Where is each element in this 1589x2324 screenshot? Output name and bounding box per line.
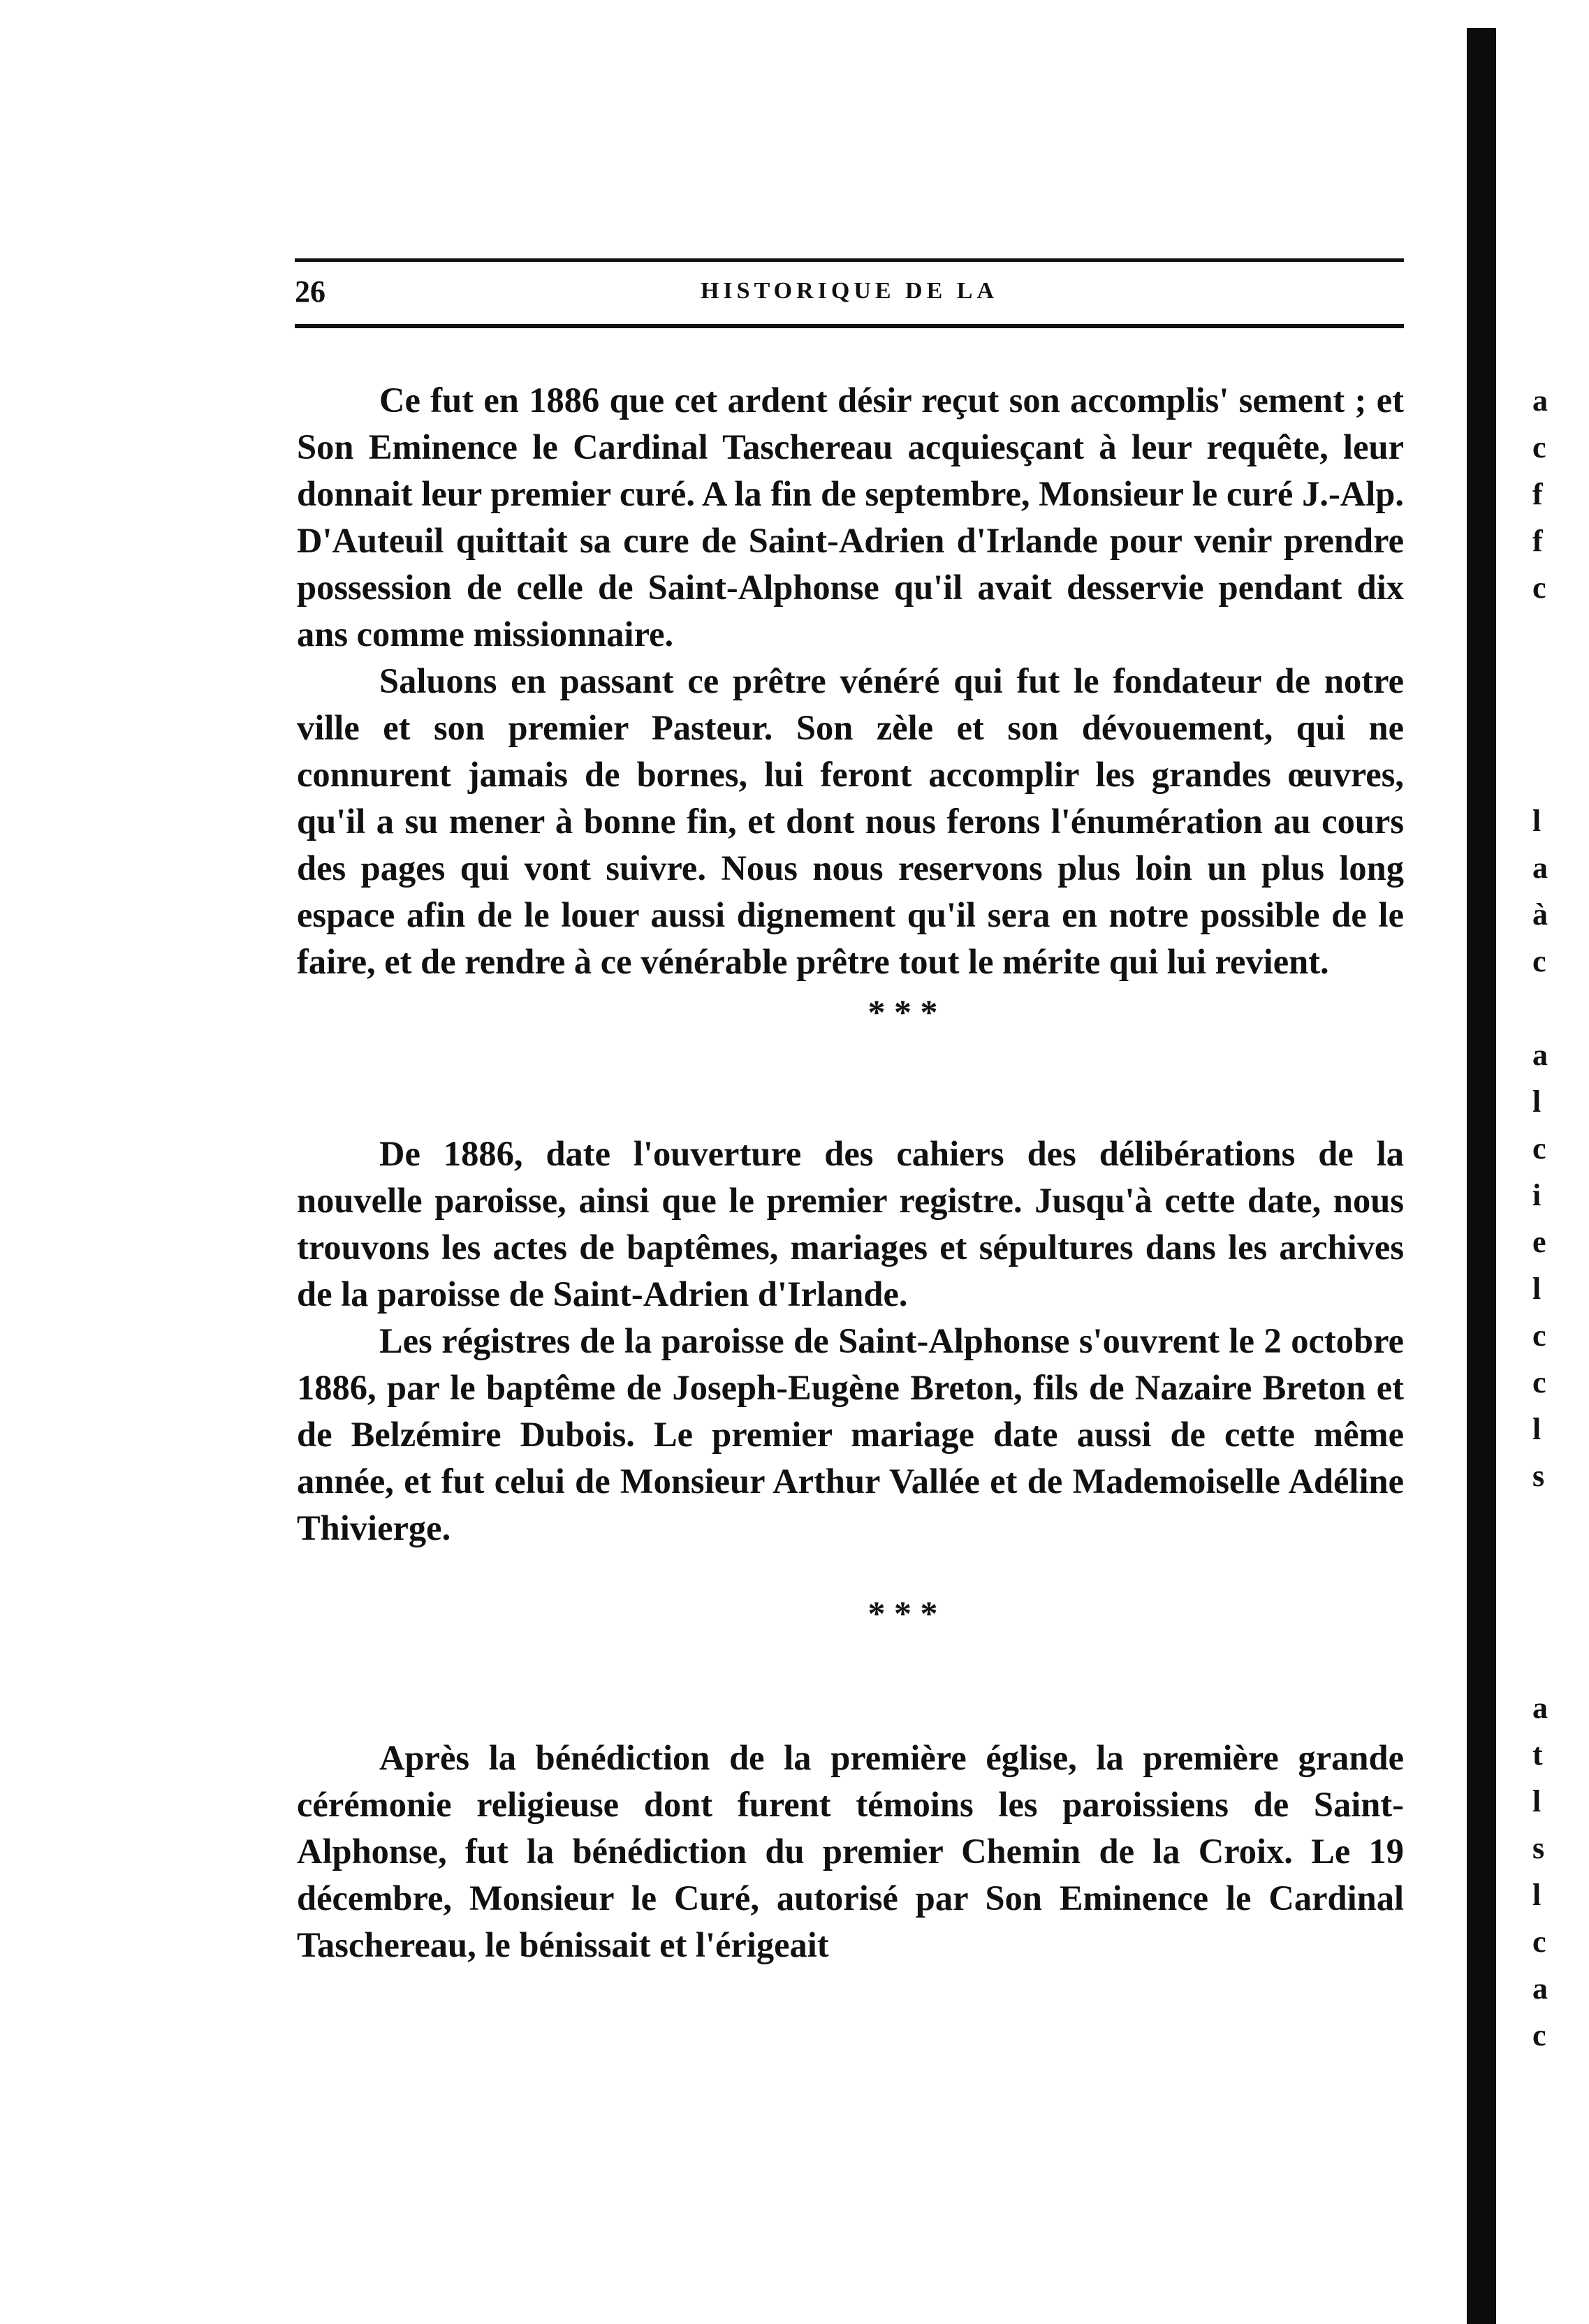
margin-letter: a (1532, 1971, 1548, 2006)
page-header (295, 258, 1404, 335)
margin-letter: c (1532, 1131, 1546, 1165)
header-top-rule (295, 258, 1404, 262)
asterism-1: * * * (867, 992, 938, 1031)
margin-letter: c (1532, 2018, 1546, 2052)
margin-letter: c (1532, 944, 1546, 978)
margin-letter: f (1532, 524, 1543, 558)
asterism-2: * * * (867, 1594, 938, 1633)
book-binding-edge (1467, 28, 1496, 2324)
margin-letter: c (1532, 430, 1546, 464)
margin-letter: l (1532, 804, 1542, 838)
margin-letter: c (1532, 1318, 1546, 1353)
paragraph-1: Ce fut en 1886 que cet ardent désir reçut son accomplis' sement ; et Son Eminence le Cardinal Taschereau acquiesçant à leur requête, leur donnait leur premier curé. A la fin de septembre, Monsieur le curé J.-Alp. D'Auteuil quittait sa cure de Saint-Adrien d'Irlande pour venir prendre possession de celle de Saint-Alphonse qu'il avait desservie pendant dix ans comme missionnaire. (297, 381, 1404, 654)
margin-letter: i (1532, 1178, 1542, 1212)
paragraph-4: Les régistres de la paroisse de Saint-Alphonse s'ouvrent le 2 octobre 1886, par le baptême de Joseph-Eugène Breton, fils de Nazaire Breton et de Belzémire Dubois. Le premier mariage date aussi de cette même année, et fut celui de Monsieur Arthur Vallée et de Mademoiselle Adéline Thivierge. (297, 1321, 1404, 1547)
margin-letter: l (1532, 1412, 1542, 1446)
running-head: HISTORIQUE DE LA (700, 278, 999, 304)
margin-letter: à (1532, 897, 1548, 932)
margin-letter: c (1532, 571, 1546, 605)
paragraph-5: Après la bénédiction de la première église, la première grande cérémonie religieuse dont furent témoins les paroissiens de Saint-Alphonse, fut la bénédiction du premier Chemin de la Croix. Le 19 décembre, Monsieur le Curé, autorisé par Son Eminence le Cardinal Taschereau, le bénissait et l'érigeait (297, 1738, 1404, 1964)
margin-letter: l (1532, 1784, 1542, 1818)
margin-letter: f (1532, 477, 1543, 511)
margin-letter: a (1532, 1691, 1548, 1725)
header-bottom-rule (295, 324, 1404, 328)
margin-letter: a (1532, 383, 1548, 418)
margin-letter: c (1532, 1365, 1546, 1399)
facing-page-margin (1532, 0, 1574, 2324)
margin-letter: l (1532, 1878, 1542, 1912)
page-number: 26 (295, 274, 325, 309)
margin-letter: a (1532, 1038, 1548, 1072)
paragraph-3: De 1886, date l'ouverture des cahiers des délibérations de la nouvelle paroisse, ainsi que le premier registre. Jusqu'à cette date, nous trouvons les actes de baptêmes, mariages et sépultures dans les archives de la paroisse de Saint-Adrien d'Irlande. (297, 1134, 1404, 1314)
margin-letter: s (1532, 1459, 1545, 1493)
margin-letter: l (1532, 1084, 1542, 1119)
paragraph-2: Saluons en passant ce prêtre vénéré qui fut le fondateur de notre ville et son premier Pasteur. Son zèle et son dévouement, qui ne connurent jamais de bornes, lui feront accomplir les grandes œuvres, qu'il a su mener à bonne fin, et dont nous ferons l'énumération au cours des pages qui vont suivre. Nous nous reservons plus loin un plus long espace afin de le louer aussi dignement qu'il sera en notre possible de le faire, et de rendre à ce vénérable prêtre tout le mérite qui lui revient. (297, 661, 1404, 981)
margin-letter: e (1532, 1225, 1546, 1259)
body-text (297, 377, 1404, 1969)
margin-letter: l (1532, 1272, 1542, 1306)
margin-letter: a (1532, 851, 1548, 885)
margin-letter: c (1532, 1925, 1546, 1959)
margin-letter: s (1532, 1831, 1545, 1865)
margin-letter: t (1532, 1737, 1543, 1772)
